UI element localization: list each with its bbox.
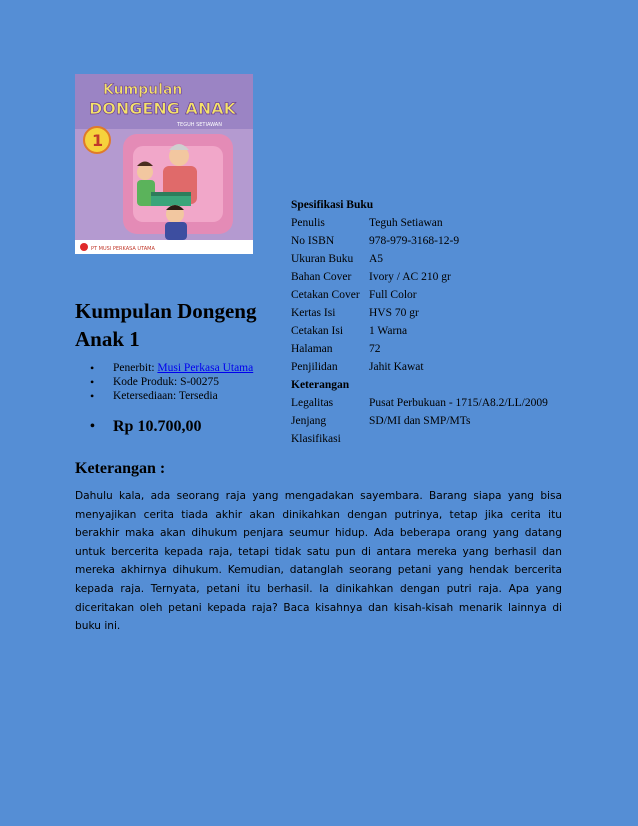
spec-value: HVS 70 gr xyxy=(369,307,419,319)
spec-key: Bahan Cover xyxy=(291,271,352,283)
spec-row xyxy=(291,340,548,358)
spec-row xyxy=(291,304,548,322)
product-code: • Kode Produk: S-00275 xyxy=(75,375,285,389)
spec-key: Penjilidan xyxy=(291,361,338,373)
spec-row xyxy=(291,214,548,232)
cover-publisher: PT MUSI PERKASA UTAMA xyxy=(91,246,155,252)
publisher-label: Penerbit: xyxy=(113,362,158,374)
cover-author: TEGUH SETIAWAN xyxy=(177,122,222,128)
spec-heading: Spesifikasi Buku xyxy=(291,199,374,211)
spec-row xyxy=(291,412,548,430)
book-cover-image xyxy=(75,74,253,254)
spec-value: Teguh Setiawan xyxy=(369,217,443,229)
book-title: Kumpulan Dongeng Anak 1 xyxy=(75,299,257,351)
spec-key: Kertas Isi xyxy=(291,307,336,319)
spec-key: Halaman xyxy=(291,343,333,355)
spec-row xyxy=(291,430,548,448)
spec-row xyxy=(291,232,548,250)
publisher-item xyxy=(75,361,285,375)
description-heading: Keterangan : xyxy=(75,460,166,477)
spec-key: Cetakan Isi xyxy=(291,325,344,337)
spec-value: A5 xyxy=(369,253,384,265)
description-text: Dahulu kala, ada seorang raja yang mengadakan sayembara. Barang siapa yang bisa menyajikan cerita tiada akhir akan dinikahkan dengan putrinya, tetap jika cerita itu berakhir maka akan dihukum penjara seumur hidup. Ada beberapa orang yang datang untuk bercerita kepada raja, tetapi tidak satu pun di antara mereka yang berhasil dan mereka akhirnya dihukum. Kemudian, datanglah seorang petani yang hendak bercerita kepada raja. Ternyata, petani itu berhasil. Ia dinikahkan dengan putri raja. Apa yang diceritakan oleh petani kepada raja? Baca kisahnya dan kisah-kisah menarik lainnya di buku ini. xyxy=(75,490,562,633)
spec-key: Legalitas xyxy=(291,397,334,409)
spec-row xyxy=(291,268,548,286)
spec-key: Ukuran Buku xyxy=(291,253,354,265)
spec-value: 1 Warna xyxy=(369,325,408,337)
spec-key: Penulis xyxy=(291,217,325,229)
spec-row xyxy=(291,322,548,340)
publisher-link[interactable]: Musi Perkasa Utama xyxy=(157,362,254,374)
spec-key: Jenjang xyxy=(291,415,327,427)
spec-value: SD/MI dan SMP/MTs xyxy=(369,415,471,427)
spec-value: Jahit Kawat xyxy=(369,361,424,373)
availability: • Ketersediaan: Tersedia xyxy=(75,389,285,403)
spec-row xyxy=(291,394,548,412)
spec-row xyxy=(291,286,548,304)
spec-heading-2: Keterangan xyxy=(291,379,350,391)
cover-number: 1 xyxy=(92,131,104,150)
spec-value xyxy=(369,430,548,448)
spec-row xyxy=(291,358,548,376)
spec-value: 72 xyxy=(369,343,381,355)
spec-value: Full Color xyxy=(369,289,417,301)
price: • Rp 10.700,00 xyxy=(75,417,285,437)
spec-key: Klasifikasi xyxy=(291,433,341,445)
cover-title-line1: Kumpulan xyxy=(103,82,183,98)
book-meta-list xyxy=(75,361,285,403)
spec-key: No ISBN xyxy=(291,235,335,247)
spec-value: 978-979-3168-12-9 xyxy=(369,235,460,247)
spec-value: Pusat Perbukuan - 1715/A8.2/LL/2009 xyxy=(369,397,548,409)
book-info xyxy=(75,297,285,437)
cover-title-line2: DONGENG ANAK xyxy=(89,99,236,118)
spec-table xyxy=(291,196,591,448)
spec-value: Ivory / AC 210 gr xyxy=(369,271,451,283)
spec-key: Cetakan Cover xyxy=(291,289,360,301)
spec-row xyxy=(291,250,548,268)
